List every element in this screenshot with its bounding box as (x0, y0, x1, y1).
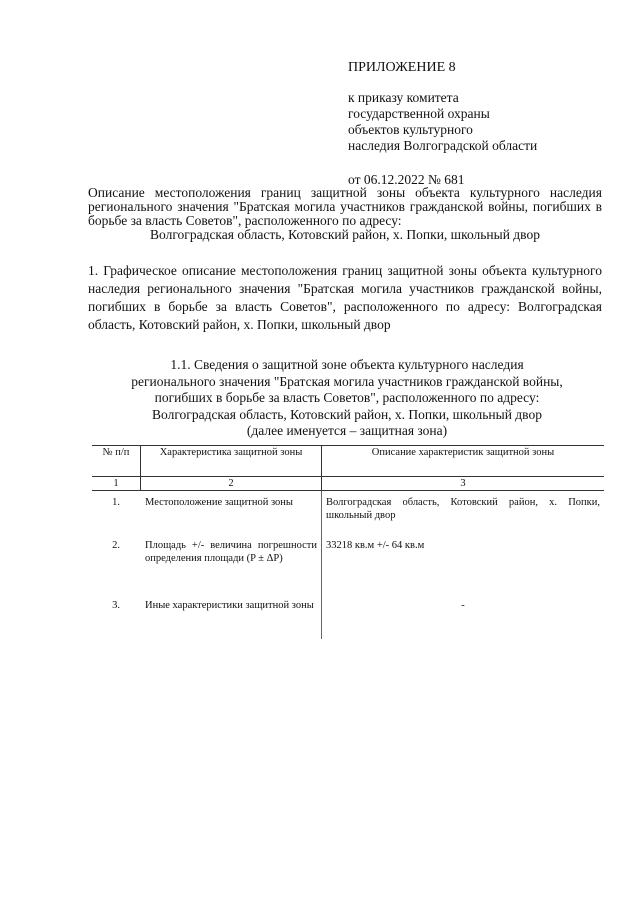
header-characteristic: Характеристика защитной зоны (141, 446, 322, 477)
row-characteristic: Иные характеристики защитной зоны (141, 594, 322, 639)
row-description: 33218 кв.м +/- 64 кв.м (322, 534, 605, 594)
subsection-line: (далее именуется – защитная зона) (246, 423, 448, 438)
appendix-date: от 06.12.2022 № 681 (348, 172, 465, 187)
main-description-text: Описание местоположения границ защитной зоны объекта культурного наследия регионального значения "Братская могила участников гражданской войны, погибших в борьбе за власть Советов", расположенного по адресу: (88, 185, 602, 228)
subsection-line: Волгоградская область, Котовский район, х. Попки, школьный двор (152, 406, 542, 422)
main-description (88, 186, 602, 242)
header-description: Описание характеристик защитной зоны (322, 446, 605, 477)
header-number: № п/п (92, 446, 141, 477)
column-number: 1 (92, 477, 141, 491)
row-characteristic: Местоположение защитной зоны (141, 491, 322, 535)
table-row (92, 594, 604, 639)
row-number: 3. (112, 600, 120, 611)
row-description: Волгоградская область, Котовский район, х. Попки, школьный двор (322, 491, 605, 535)
column-number: 2 (141, 477, 322, 491)
main-description-address: Волгоградская область, Котовский район, х. Попки, школьный двор (150, 227, 540, 242)
column-number: 3 (322, 477, 605, 491)
row-characteristic: Площадь +/- величина погрешности определения площади (P ± ΔP) (141, 534, 322, 594)
subsection-line: погибших в борьбе за власть Советов", расположенного по адресу: (154, 390, 540, 405)
appendix-line: к приказу комитета (348, 90, 459, 105)
appendix-line: государственной охраны (348, 106, 490, 121)
table-header-row (92, 446, 604, 477)
protection-zone-table (92, 445, 604, 639)
row-number: 2. (112, 540, 120, 551)
appendix-line: объектов культурного (348, 122, 473, 137)
table-row (92, 491, 604, 535)
row-description: - (322, 594, 605, 639)
subsection-line: регионального значения "Братская могила участников гражданской войны, (131, 373, 563, 389)
appendix-title: ПРИЛОЖЕНИЕ 8 (348, 60, 456, 75)
table-row (92, 534, 604, 594)
section-1-paragraph: 1. Графическое описание местоположения границ защитной зоны объекта культурного наследия регионального значения "Братская могила участников гражданской войны, погибших в борьбе за власть Советов", расположенного по адресу: Волгоградская область, Котовский район, х. Попки, школьный двор (88, 263, 602, 332)
subsection-1-1 (90, 357, 604, 440)
subsection-line: 1.1. Сведения о защитной зоне объекта культурного наследия (170, 357, 524, 372)
row-number: 1. (112, 497, 120, 508)
appendix-header (348, 60, 628, 188)
column-number-row (92, 477, 604, 491)
appendix-line: наследия Волгоградской области (348, 138, 538, 153)
